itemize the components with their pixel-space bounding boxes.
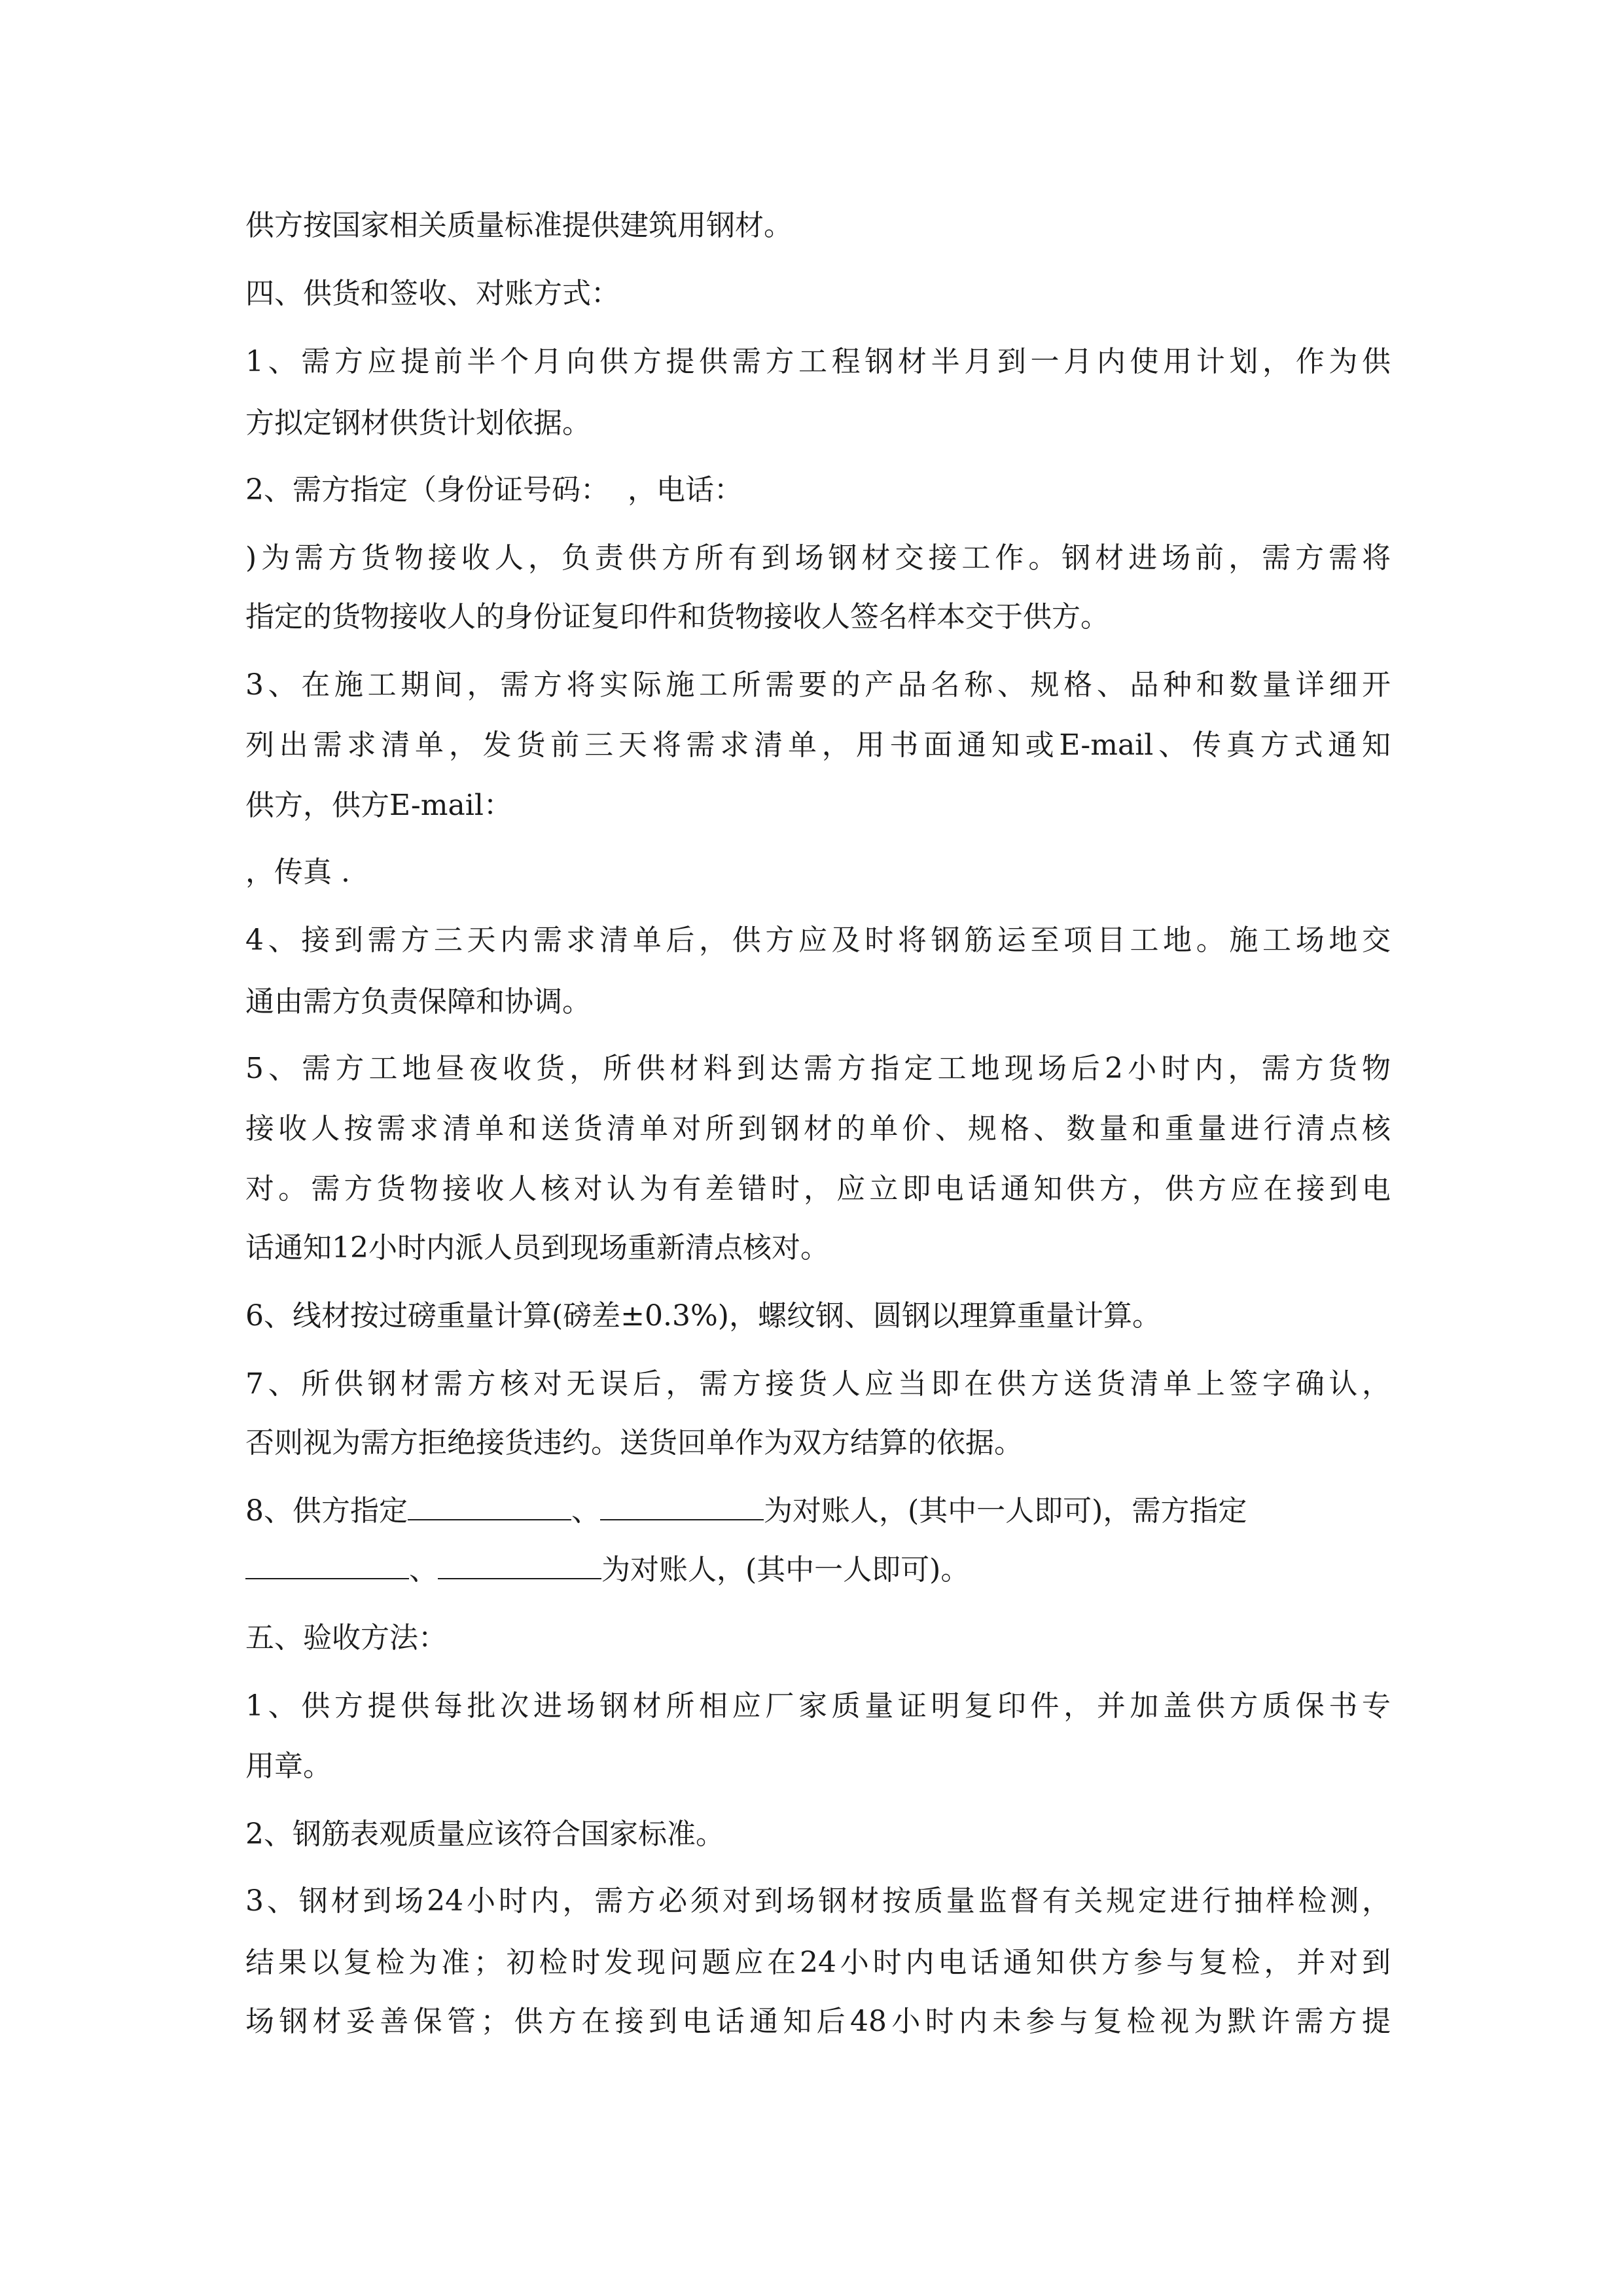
text-segment: 为对账人，(其中一人即可)，需方指定 xyxy=(764,1494,1247,1528)
text-line: 2、需方指定（身份证号码： ，电话： xyxy=(245,473,743,507)
blank-underline xyxy=(438,1544,601,1579)
text-line: 接收人按需求清单和送货清单对所到钢材的单价、规格、数量和重量进行清点核 xyxy=(245,1112,1391,1145)
text-line: 通由需方负责保障和协调。 xyxy=(245,985,591,1018)
text-line: 3、钢材到场24小时内，需方必须对到场钢材按质量监督有关规定进行抽样检测， xyxy=(245,1884,1391,1918)
text-segment: 、 xyxy=(571,1494,600,1528)
text-line: 6、线材按过磅重量计算(磅差±0.3%)，螺纹钢、圆钢以理算重量计算。 xyxy=(245,1299,1161,1333)
blank-underline xyxy=(600,1485,764,1520)
text-segment: 、 xyxy=(409,1553,438,1587)
text-line: 3、在施工期间，需方将实际施工所需要的产品名称、规格、品种和数量详细开 xyxy=(245,668,1391,702)
reconciler-line-2 xyxy=(245,1544,1391,1596)
text-line: 列出需求清单，发货前三天将需求清单，用书面通知或E-mail、传真方式通知 xyxy=(245,728,1391,762)
text-line: 结果以复检为准；初检时发现问题应在24小时内电话通知供方参与复检，并对到 xyxy=(245,1946,1391,1979)
text-line: 5、需方工地昼夜收货，所供材料到达需方指定工地现场后2小时内，需方货物 xyxy=(245,1052,1391,1085)
section-heading: 五、验收方法： xyxy=(245,1621,447,1655)
section-heading: 四、供货和签收、对账方式： xyxy=(245,277,620,310)
text-line: 用章。 xyxy=(245,1749,332,1783)
text-line: )为需方货物接收人，负责供方所有到场钢材交接工作。钢材进场前，需方需将 xyxy=(245,541,1391,575)
text-line: 供方，供方E-mail： xyxy=(245,789,512,822)
text-line: 对。需方货物接收人核对认为有差错时，应立即电话通知供方，供方应在接到电 xyxy=(245,1172,1391,1206)
text-line: 1、需方应提前半个月向供方提供需方工程钢材半月到一月内使用计划，作为供 xyxy=(245,345,1391,378)
text-line: ，传真 . xyxy=(245,855,350,889)
text-line: 否则视为需方拒绝接货违约。送货回单作为双方结算的依据。 xyxy=(245,1426,1023,1460)
text-line: 1、供方提供每批次进场钢材所相应厂家质量证明复印件，并加盖供方质保书专 xyxy=(245,1689,1391,1723)
blank-underline xyxy=(245,1544,409,1579)
text-line: 2、钢筋表观质量应该符合国家标准。 xyxy=(245,1818,724,1851)
blank-underline xyxy=(408,1485,571,1520)
text-line: 指定的货物接收人的身份证复印件和货物接收人签名样本交于供方。 xyxy=(245,600,1109,634)
text-segment: 8、供方指定 xyxy=(245,1494,408,1528)
reconciler-line xyxy=(245,1485,1391,1537)
text-line: 7、所供钢材需方核对无误后，需方接货人应当即在供方送货清单上签字确认， xyxy=(245,1367,1391,1401)
text-line: 供方按国家相关质量标准提供建筑用钢材。 xyxy=(245,209,793,242)
text-segment: 为对账人，(其中一人即可)。 xyxy=(601,1553,970,1587)
text-line: 方拟定钢材供货计划依据。 xyxy=(245,406,591,440)
text-line: 话通知12小时内派人员到现场重新清点核对。 xyxy=(245,1231,829,1265)
text-line: 场钢材妥善保管；供方在接到电话通知后48小时内未参与复检视为默许需方提 xyxy=(245,2005,1391,2038)
text-line: 4、接到需方三天内需求清单后，供方应及时将钢筋运至项目工地。施工场地交 xyxy=(245,924,1391,957)
